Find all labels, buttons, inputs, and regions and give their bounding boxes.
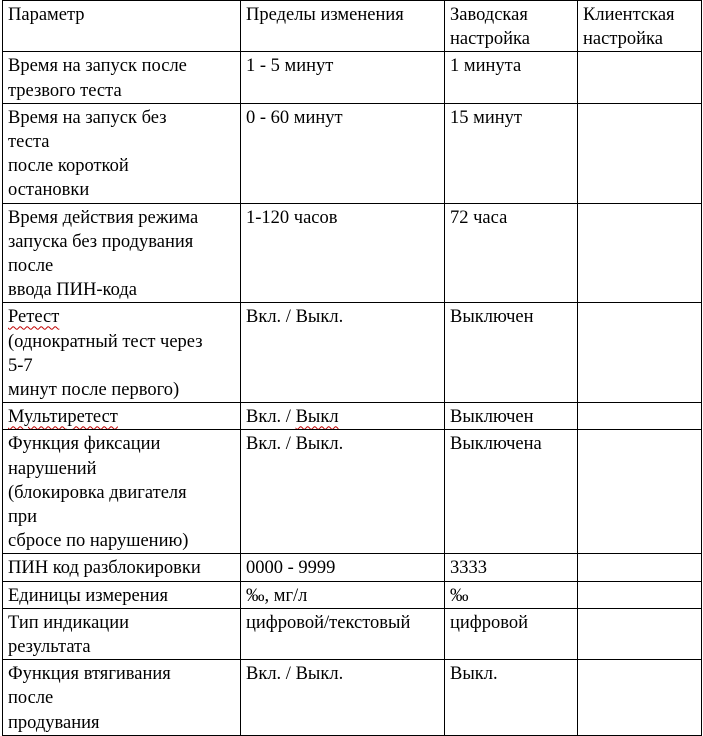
- table-row: [3, 103, 702, 203]
- factory-cell: ‰: [445, 581, 578, 608]
- parameters-table: [2, 0, 702, 736]
- client-cell: [578, 303, 702, 403]
- range-cell: Вкл. / Выкл.: [241, 660, 445, 736]
- table-row: [3, 581, 702, 608]
- spellcheck-marked-word: Ретест: [8, 307, 60, 328]
- spellcheck-marked-word: Мультиретест: [8, 407, 118, 428]
- param-cell: Функция втягивания после продувания: [3, 660, 241, 736]
- param-cell: Время действия режима запуска без продувания после ввода ПИН-кода: [3, 203, 241, 303]
- header-range: Пределы изменения: [241, 1, 445, 52]
- range-cell: 1 - 5 минут: [241, 52, 445, 103]
- spellcheck-marked-word: Выкл: [295, 407, 339, 428]
- param-cell: Тип индикации результата: [3, 608, 241, 659]
- factory-cell: 15 минут: [445, 103, 578, 203]
- range-cell: 0000 - 9999: [241, 554, 445, 581]
- client-cell: [578, 103, 702, 203]
- client-cell: [578, 581, 702, 608]
- header-factory-setting: Заводская настройка: [445, 1, 578, 52]
- param-cell: [3, 403, 241, 430]
- factory-cell: Выключена: [445, 430, 578, 554]
- table-row: [3, 554, 702, 581]
- factory-cell: цифровой: [445, 608, 578, 659]
- header-row: [3, 1, 702, 52]
- factory-cell: Выключен: [445, 303, 578, 403]
- range-cell: [241, 403, 445, 430]
- table-row: [3, 660, 702, 736]
- range-cell: Вкл. / Выкл.: [241, 430, 445, 554]
- param-cell: Единицы измерения: [3, 581, 241, 608]
- factory-cell: Выключен: [445, 403, 578, 430]
- param-cell: [3, 303, 241, 403]
- range-cell: цифровой/текстовый: [241, 608, 445, 659]
- table-row: [3, 303, 702, 403]
- client-cell: [578, 403, 702, 430]
- range-cell: 0 - 60 минут: [241, 103, 445, 203]
- client-cell: [578, 660, 702, 736]
- range-cell: ‰, мг/л: [241, 581, 445, 608]
- param-text: (однократный тест через 5-7 минут после первого): [8, 331, 203, 401]
- table-row: [3, 403, 702, 430]
- factory-cell: 1 минута: [445, 52, 578, 103]
- param-cell: Функция фиксации нарушений (блокировка двигателя при сбросе по нарушению): [3, 430, 241, 554]
- client-cell: [578, 52, 702, 103]
- client-cell: [578, 608, 702, 659]
- table-row: [3, 203, 702, 303]
- param-cell: Время на запуск после трезвого теста: [3, 52, 241, 103]
- client-cell: [578, 554, 702, 581]
- client-cell: [578, 430, 702, 554]
- range-cell: 1-120 часов: [241, 203, 445, 303]
- header-parameter: Параметр: [3, 1, 241, 52]
- range-text: Вкл. /: [246, 407, 296, 428]
- table-row: [3, 608, 702, 659]
- range-cell: Вкл. / Выкл.: [241, 303, 445, 403]
- table-row: [3, 52, 702, 103]
- param-cell: ПИН код разблокировки: [3, 554, 241, 581]
- factory-cell: 72 часа: [445, 203, 578, 303]
- header-client-setting: Клиентская настройка: [578, 1, 702, 52]
- client-cell: [578, 203, 702, 303]
- table-row: [3, 430, 702, 554]
- factory-cell: 3333: [445, 554, 578, 581]
- factory-cell: Выкл.: [445, 660, 578, 736]
- param-cell: Время на запуск без теста после короткой остановки: [3, 103, 241, 203]
